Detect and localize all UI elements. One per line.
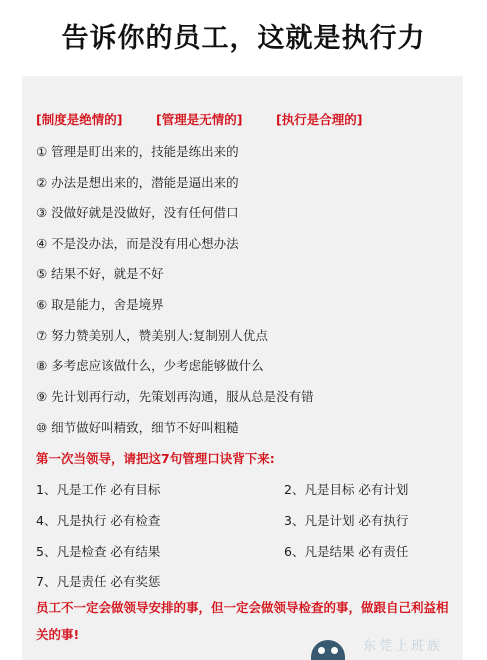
rule-item: ③ 没做好就是没做好，没有任何借口 (36, 205, 239, 220)
motto-item: 2、凡是目标 必有计划 (284, 482, 409, 497)
watermark: 东莞上班族 (362, 639, 443, 654)
motto-item: 5、凡是检查 必有结果 (36, 544, 161, 559)
principles-row (36, 110, 456, 130)
motto-item: 6、凡是结果 必有责任 (284, 544, 409, 559)
motto-item: 7、凡是责任 必有奖惩 (36, 574, 161, 589)
principle-1: [制度是绝情的] (36, 112, 123, 127)
rule-item: ⑤ 结果不好，就是不好 (36, 266, 164, 281)
principle-2: [管理是无情的] (156, 112, 243, 127)
rule-item: ⑧ 多考虑应该做什么，少考虑能够做什么 (36, 358, 264, 373)
rule-item: ④ 不是没办法，而是没有用心想办法 (36, 236, 239, 251)
rule-item: ⑦ 努力赞美别人，赞美别人:复制别人优点 (36, 328, 268, 343)
mottos-heading: 第一次当领导，请把这7句管理口诀背下来: (36, 451, 275, 466)
rule-item: ① 管理是盯出来的，技能是练出来的 (36, 144, 239, 159)
motto-item: 4、凡是执行 必有检查 (36, 513, 161, 528)
rule-item: ⑥ 取是能力，舍是境界 (36, 297, 164, 312)
rule-item: ⑩ 细节做好叫精致，细节不好叫粗糙 (36, 420, 239, 435)
page-title: 告诉你的员工，这就是执行力 (61, 23, 426, 54)
rule-item: ⑨ 先计划再行动，先策划再沟通，服从总是没有错 (36, 389, 314, 404)
motto-item: 3、凡是计划 必有执行 (284, 513, 409, 528)
principle-3: [执行是合理的] (276, 112, 363, 127)
footer-note: 员工不一定会做领导安排的事，但一定会做领导检查的事，做跟自己利益相关的事! (36, 600, 449, 642)
content-card (22, 76, 463, 660)
motto-item: 1、凡是工作 必有目标 (36, 482, 161, 497)
rule-item: ② 办法是想出来的，潜能是逼出来的 (36, 175, 239, 190)
